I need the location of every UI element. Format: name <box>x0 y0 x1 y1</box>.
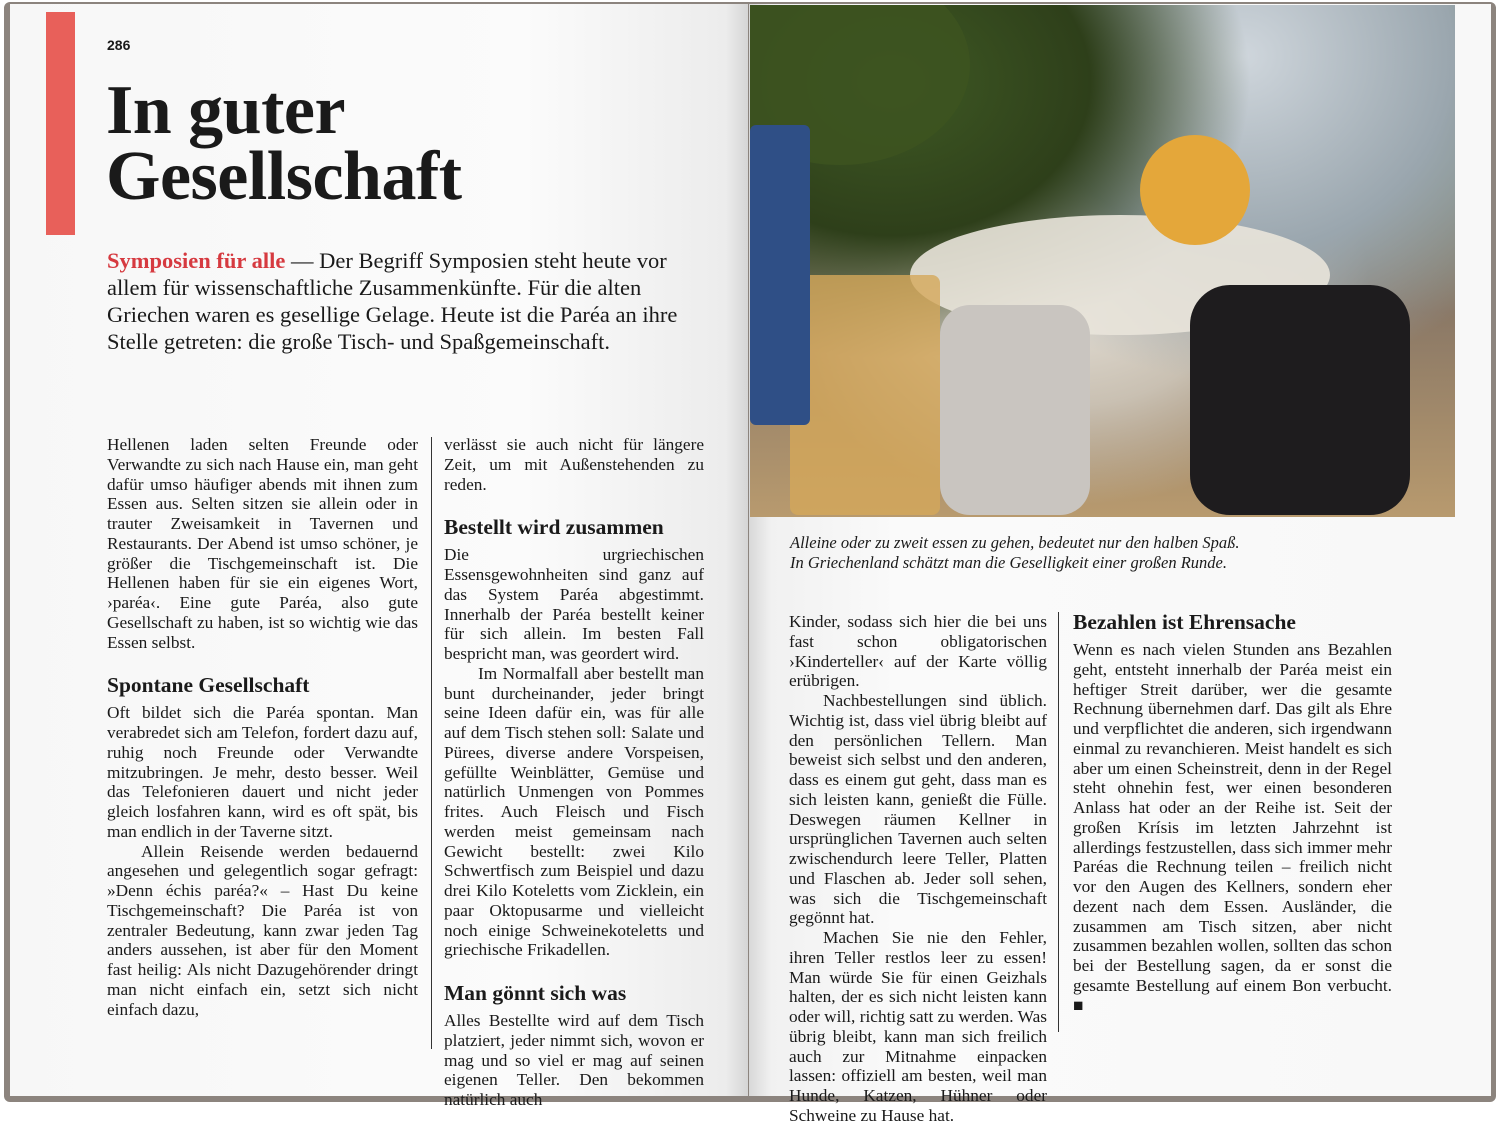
column-1 <box>107 435 418 1019</box>
paragraph <box>1073 640 1392 1015</box>
section-heading: Man gönnt sich was <box>444 981 627 1005</box>
paragraph: Allein Reisende werden bedauernd angesehen und gelegentlich sogar gefragt: »Denn échis paréa?« – Hast Du keine Tischgemeinschaft? Die Paréa ist von zentraler Bedeutung, kann zwar jeden Tag anders aussehen, ist aber für den Moment fast heilig: Als nicht Dazugehörender dringt man nicht einfach ein, setzt sich nicht einfach dazu, <box>107 841 418 1019</box>
photo <box>750 5 1455 517</box>
paragraph: Nachbestellungen sind üblich. Wichtig ist, dass viel übrig bleibt auf den persönlichen Tellern. Man beweist sich selbst und den anderen, dass es einem gut geht, dass man es sich leisten kann, genießt die Fülle. Deswegen räumen Kellner in ursprünglichen Tavernen auch selten zwischendurch leere Teller, Platten und Flaschen ab. Jeder soll sehen, was sich die Tischgemeinschaft gegönnt hat. <box>789 691 1047 928</box>
column-divider <box>1058 612 1059 1032</box>
paragraph: Kinder, sodass sich hier die bei uns fast schon obligatorischen ›Kinderteller‹ auf der Karte völlig erübrigen. <box>789 612 1047 691</box>
caption-line-2: In Griechenland schätzt man die Geselligkeit einer großen Runde. <box>790 553 1227 572</box>
paragraph: Im Normalfall aber bestellt man bunt durcheinander, jeder bringt seine Ideen dafür ein, was für alle auf dem Tisch stehen soll: Salate und Pürees, diverse andere Vorspeisen, gefüllte Weinblätter, Gemüse und natürlich Unmengen von Pommes frites. Auch Fleisch und Fisch werden meist gemeinsam nach Gewicht bestellt: zwei Kilo Schwertfisch zum Beispiel und dazu drei Kilo Koteletts vom Zicklein, ein paar Oktopusarme und vielleicht noch einige Schweinekoteletts und griechische Frikadellen. <box>444 663 704 960</box>
photo-caption <box>790 533 1240 573</box>
paragraph: Oft bildet sich die Paréa spontan. Man verabredet sich am Telefon, fordert dazu auf, ruhig noch Freunde oder Verwandte mitzubringen. Je mehr, desto besser. Weil das Telefonieren dauert und nicht jeder gleich losfahren kann, wird es oft spät, bis man endlich in der Taverne sitzt. <box>107 703 418 841</box>
photo-person <box>1190 285 1410 515</box>
section-heading: Spontane Gesellschaft <box>107 673 310 698</box>
paragraph: Machen Sie nie den Fehler, ihren Teller restlos leer zu essen! Man würde Sie für einen Geizhals halten, der es sich nicht leisten kann oder will, richtig satt zu werden. Was übrig bleibt, kann man sich freilich auch zur Mitnahme einpacken lassen: offiziell am besten, weil man Hunde, Katzen, Hühner oder Schweine zu Hause hat. <box>789 928 1047 1125</box>
intro-kicker: Symposien für alle <box>107 248 286 273</box>
photo-chair <box>790 275 940 515</box>
intro-paragraph <box>107 247 707 355</box>
title-line-1: In guter <box>106 72 346 149</box>
photo-person <box>1140 135 1250 245</box>
section-heading: Bezahlen ist Ehrensache <box>1073 610 1296 634</box>
paragraph: Hellenen laden selten Freunde oder Verwandte zu sich nach Hause ein, man geht dafür umso häufiger abends mit ihnen zum Essen aus. Selten sitzen sie allein oder in trauter Zweisamkeit in Tavernen und Restaurants. Der Abend ist umso schöner, je größer die Tischgemeinschaft ist. Die Hellenen haben für sie ein eigenes Wort, ›paréa‹. Eine gute Paréa, also gute Gesellschaft zu haben, ist so wichtig wie das Essen selbst. <box>107 435 418 652</box>
paragraph: verlässt sie auch nicht für längere Zeit, um mit Außenstehenden zu reden. <box>444 435 704 494</box>
end-mark-icon: ■ <box>1073 995 1084 1015</box>
paragraph: Die urgriechischen Essensgewohnheiten sind ganz auf das System Paréa abgestimmt. Innerhalb der Paréa bestellt keiner für sich allein. Im besten Fall bespricht man, was geordert wird. <box>444 545 704 663</box>
photo-person <box>940 305 1090 515</box>
column-2 <box>444 435 704 1110</box>
section-heading: Bestellt wird zusammen <box>444 515 664 540</box>
accent-bar <box>46 12 75 235</box>
paragraph-text: Wenn es nach vielen Stunden ans Bezahlen geht, entsteht innerhalb der Paréa meist ein heftiger Streit darüber, wer die gesamte Rechnung übernehmen darf. Das gilt als Ehre und verpflichtet die anderen, sich irgendwann einmal zu revanchieren. Meist handelt es sich aber um einen Scheinstreit, denn in der Regel steht ohnehin fest, wer einen besonderen Anlass hat oder an der Reihe ist. Seit der großen Krísis im letzten Jahrzehnt ist allerdings festzustellen, dass sich immer mehr Paréas die Rechnung teilen – freilich nicht vor den Augen des Kellners, sondern eher dezent nach dem Essen. Ausländer, die zusammen am Tisch sitzen, aber nicht zusammen bezahlen wollen, sollten das schon bei der Bestellung sagen, da er sonst die gesamte Bestellung auf einem Bon verbucht. <box>1073 640 1392 995</box>
column-divider <box>431 437 432 1049</box>
column-4 <box>1073 590 1392 1015</box>
column-3 <box>789 612 1047 1126</box>
paragraph: Alles Bestellte wird auf dem Tisch platziert, jeder nimmt sich, wovon er mag und so viel er mag auf seinen eigenen Teller. Den bekommen natürlich auch <box>444 1011 704 1109</box>
title-line-2: Gesellschaft <box>106 138 462 215</box>
intro-text: — Der Begriff Symposien steht heute vor allem für wissenschaftliche Zusammenkünfte. Für die alten Griechen waren es gesellige Gelage. Heute ist die Paréa an ihre Stelle getreten: die große Tisch- und Spaßgemeinschaft. <box>107 248 678 354</box>
caption-line-1: Alleine oder zu zweit essen zu gehen, bedeutet nur den halben Spaß. <box>790 533 1240 552</box>
page-title <box>106 72 462 215</box>
page-number: 286 <box>107 37 131 53</box>
photo-blue-door <box>750 125 810 425</box>
